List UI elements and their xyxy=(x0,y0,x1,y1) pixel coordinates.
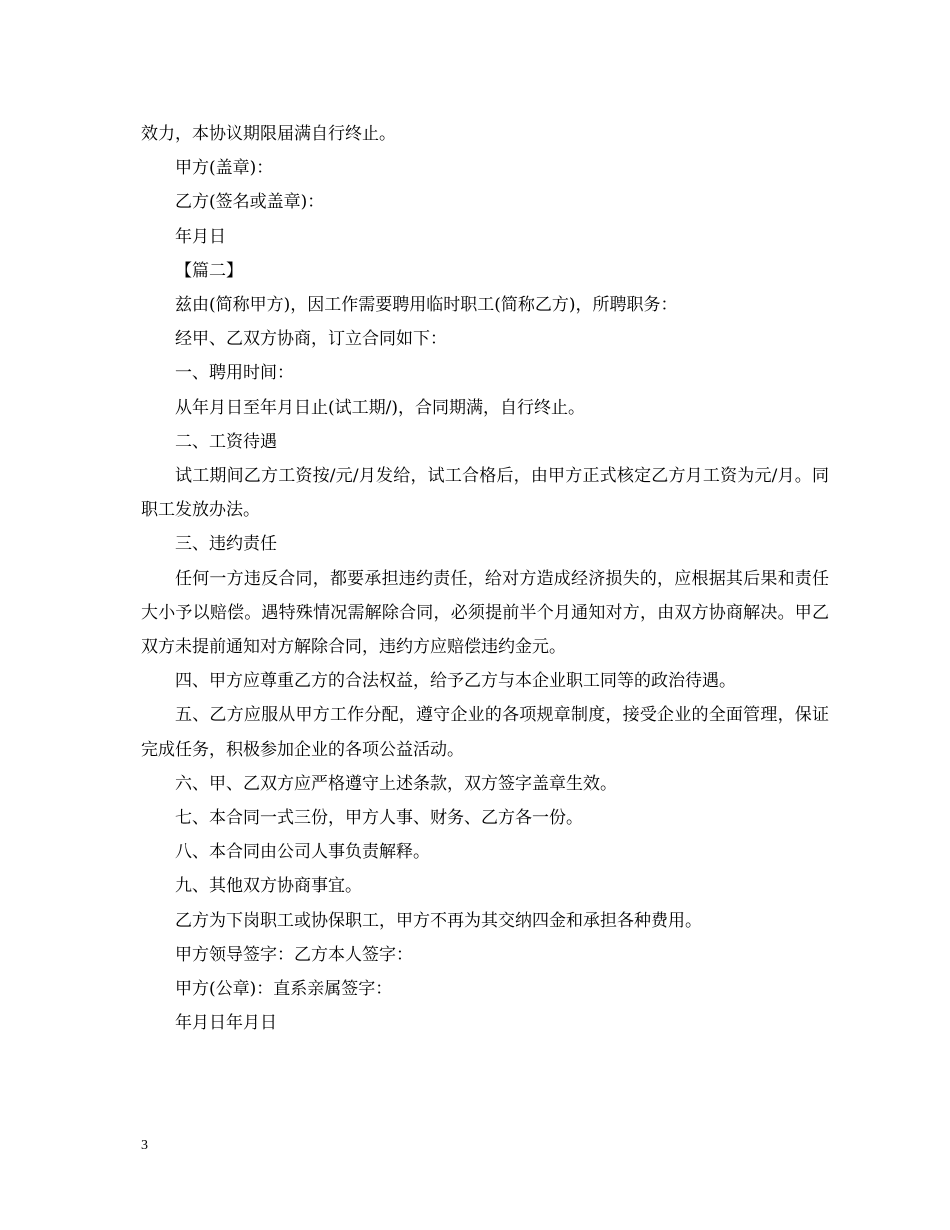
clause-text-salary: 试工期间乙方工资按/元/月发给，试工合格后，由甲方正式核定乙方月工资为元/月。同职工发放办法。 xyxy=(141,466,829,521)
clause-five: 五、乙方应服从甲方工作分配，遵守企业的各项规章制度，接受企业的全面管理，保证完成任务，积极参加企业的各项公益活动。 xyxy=(141,705,829,760)
document-body xyxy=(141,117,829,1040)
party-b-signature-line: 乙方(签名或盖章)： xyxy=(175,192,325,213)
clause-eight: 八、本合同由公司人事负责解释。 xyxy=(175,842,430,863)
clause-six: 六、甲、乙双方应严格遵守上述条款，双方签字盖章生效。 xyxy=(175,773,617,794)
paragraph-continuation: 效力，本协议期限届满自行终止。 xyxy=(141,124,396,144)
clause-heading-employment-period: 一、聘用时间： xyxy=(175,363,294,384)
clause-nine: 九、其他双方协商事宜。 xyxy=(175,876,362,897)
contract-intro: 兹由(简称甲方)，因工作需要聘用临时职工(简称乙方)，所聘职务： xyxy=(175,295,678,316)
clause-heading-salary: 二、工资待遇 xyxy=(175,431,277,452)
party-a-seal-line: 甲方(盖章)： xyxy=(175,158,274,179)
date-line: 年月日 xyxy=(175,226,226,247)
section-heading: 【篇二】 xyxy=(175,260,243,281)
clause-heading-breach: 三、违约责任 xyxy=(175,534,277,555)
clause-seven: 七、本合同一式三份，甲方人事、财务、乙方各一份。 xyxy=(175,808,583,829)
signature-date-line: 年月日年月日 xyxy=(175,1013,277,1034)
clause-text-breach: 任何一方违反合同，都要承担违约责任，给对方造成经济损失的，应根据其后果和责任大小予以赔偿。遇特殊情况需解除合同，必须提前半个月通知对方，由双方协商解决。甲乙双方未提前通知对方解除合同，违约方应赔偿违约金元。 xyxy=(141,568,829,658)
signature-line-leaders: 甲方领导签字：乙方本人签字： xyxy=(175,944,413,965)
note-paragraph: 乙方为下岗职工或协保职工，甲方不再为其交纳四金和承担各种费用。 xyxy=(175,910,702,931)
signature-line-seal: 甲方(公章)：直系亲属签字： xyxy=(175,979,393,1000)
page-number: 3 xyxy=(141,1138,148,1153)
clause-text-employment-period: 从年月日至年月日止(试工期/)，合同期满，自行终止。 xyxy=(175,397,585,418)
contract-preamble: 经甲、乙双方协商，订立合同如下： xyxy=(175,329,447,350)
clause-four: 四、甲方应尊重乙方的合法权益，给予乙方与本企业职工同等的政治待遇。 xyxy=(175,671,736,692)
